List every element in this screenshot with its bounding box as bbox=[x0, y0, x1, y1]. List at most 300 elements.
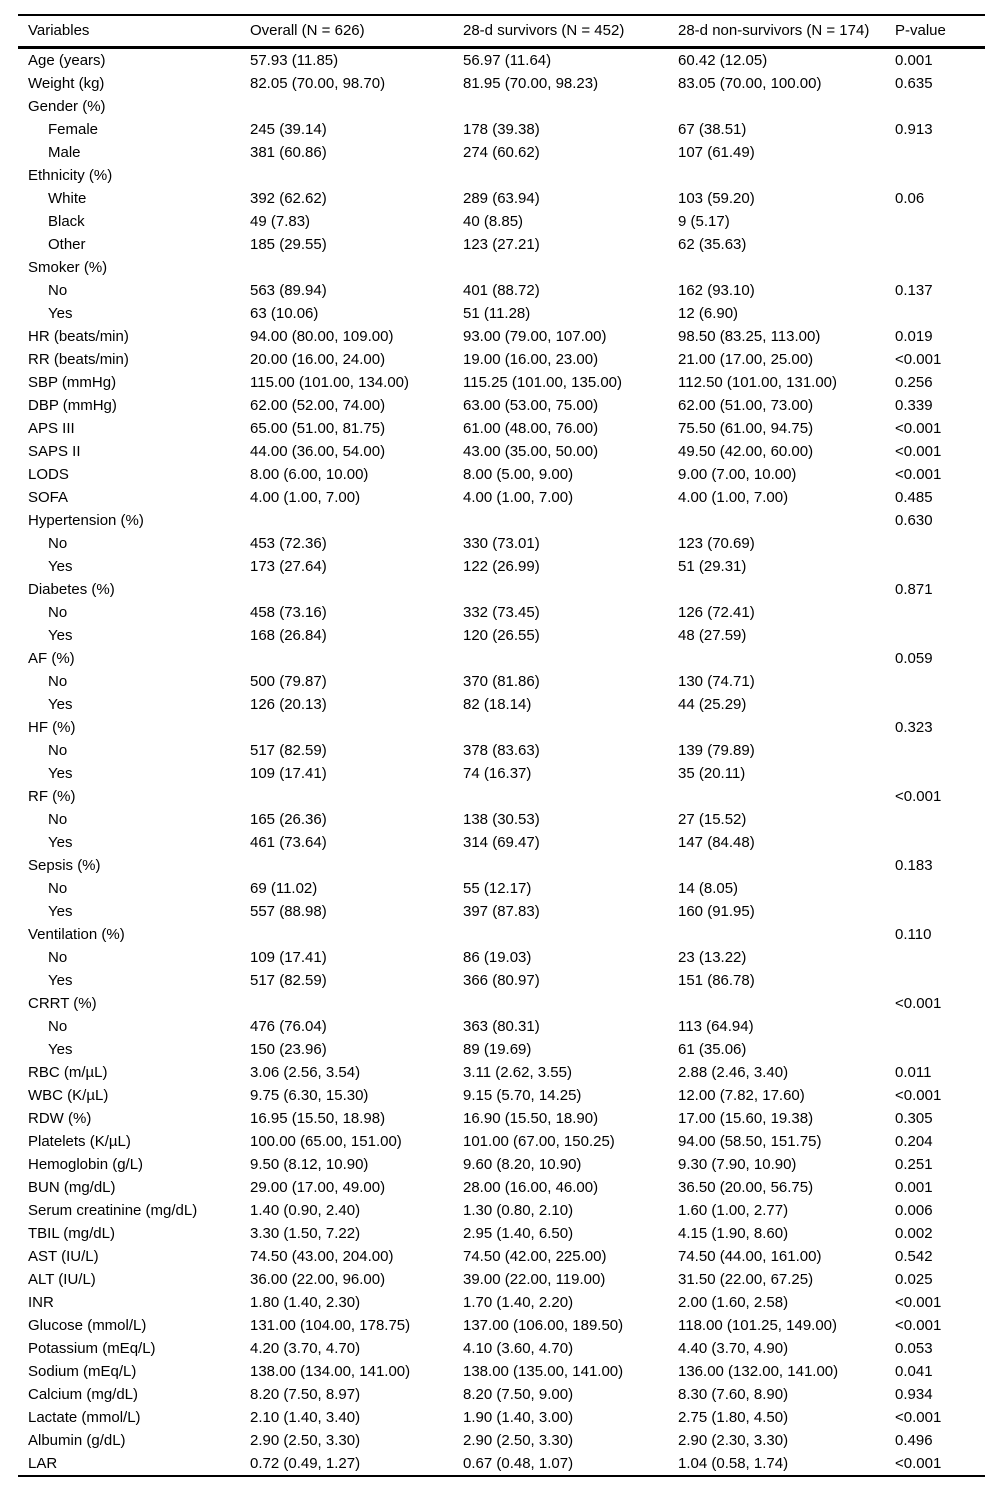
variable-label: Sodium (mEq/L) bbox=[28, 1363, 137, 1380]
overall-value: 3.30 (1.50, 7.22) bbox=[250, 1225, 361, 1242]
variable-label: INR bbox=[28, 1294, 54, 1311]
p-value bbox=[895, 141, 985, 164]
overall-value: 62.00 (52.00, 74.00) bbox=[250, 397, 386, 414]
survivors-value: 120 (26.55) bbox=[463, 627, 540, 644]
nonsurvivors-value: 94.00 (58.50, 151.75) bbox=[678, 1133, 822, 1150]
nonsurvivors-value: 130 (74.71) bbox=[678, 673, 755, 690]
p-value bbox=[895, 1038, 985, 1061]
table-row bbox=[18, 256, 985, 279]
survivors-value: 63.00 (53.00, 75.00) bbox=[463, 397, 599, 414]
p-value bbox=[895, 210, 985, 233]
nonsurvivors-value: 2.90 (2.30, 3.30) bbox=[678, 1432, 789, 1449]
variable-label: No bbox=[48, 1018, 68, 1035]
overall-value: 74.50 (43.00, 204.00) bbox=[250, 1248, 394, 1265]
p-value: <0.001 bbox=[895, 443, 942, 460]
overall-value: 29.00 (17.00, 49.00) bbox=[250, 1179, 386, 1196]
nonsurvivors-value: 2.00 (1.60, 2.58) bbox=[678, 1294, 789, 1311]
survivors-value: 82 (18.14) bbox=[463, 696, 532, 713]
survivors-value: 81.95 (70.00, 98.23) bbox=[463, 75, 599, 92]
variable-label: Glucose (mmol/L) bbox=[28, 1317, 147, 1334]
table-row bbox=[18, 1360, 985, 1383]
variable-label: Female bbox=[48, 121, 99, 138]
overall-value: 2.90 (2.50, 3.30) bbox=[250, 1432, 361, 1449]
p-value: 0.251 bbox=[895, 1156, 933, 1173]
p-value: 0.305 bbox=[895, 1110, 933, 1127]
baseline-characteristics-table bbox=[18, 14, 985, 1477]
overall-value: 8.20 (7.50, 8.97) bbox=[250, 1386, 361, 1403]
p-value: 0.635 bbox=[895, 75, 933, 92]
survivors-value: 56.97 (11.64) bbox=[463, 52, 552, 69]
variable-label: Platelets (K/µL) bbox=[28, 1133, 131, 1150]
table-row bbox=[18, 1061, 985, 1084]
variable-label: Black bbox=[48, 213, 85, 230]
survivors-value: 289 (63.94) bbox=[463, 190, 540, 207]
p-value bbox=[895, 670, 985, 693]
survivors-value: 39.00 (22.00, 119.00) bbox=[463, 1271, 606, 1288]
table-row bbox=[18, 210, 985, 233]
nonsurvivors-value: 83.05 (70.00, 100.00) bbox=[678, 75, 822, 92]
table-row bbox=[18, 900, 985, 923]
variable-label: HR (beats/min) bbox=[28, 328, 129, 345]
variable-label: Yes bbox=[48, 834, 73, 851]
overall-value: 245 (39.14) bbox=[250, 121, 327, 138]
p-value bbox=[895, 256, 985, 279]
survivors-value: 4.10 (3.60, 4.70) bbox=[463, 1340, 574, 1357]
variable-label: Albumin (g/dL) bbox=[28, 1432, 126, 1449]
nonsurvivors-value: 98.50 (83.25, 113.00) bbox=[678, 328, 821, 345]
p-value: 0.496 bbox=[895, 1432, 933, 1449]
table-row bbox=[18, 716, 985, 739]
nonsurvivors-value: 62.00 (51.00, 73.00) bbox=[678, 397, 814, 414]
table-row bbox=[18, 1015, 985, 1038]
survivors-value: 28.00 (16.00, 46.00) bbox=[463, 1179, 599, 1196]
variable-label: Other bbox=[48, 236, 86, 253]
variable-label: Ethnicity (%) bbox=[28, 167, 113, 184]
p-value bbox=[895, 946, 985, 969]
p-value bbox=[895, 95, 985, 118]
nonsurvivors-value: 8.30 (7.60, 8.90) bbox=[678, 1386, 789, 1403]
p-value bbox=[895, 1015, 985, 1038]
variable-label: Weight (kg) bbox=[28, 75, 105, 92]
p-value: 0.002 bbox=[895, 1225, 933, 1242]
table-row bbox=[18, 302, 985, 325]
nonsurvivors-value: 62 (35.63) bbox=[678, 236, 747, 253]
survivors-value: 274 (60.62) bbox=[463, 144, 540, 161]
variable-label: Yes bbox=[48, 903, 73, 920]
nonsurvivors-value: 160 (91.95) bbox=[678, 903, 755, 920]
nonsurvivors-value: 139 (79.89) bbox=[678, 742, 755, 759]
survivors-value bbox=[463, 854, 678, 877]
survivors-value: 8.20 (7.50, 9.00) bbox=[463, 1386, 574, 1403]
overall-value bbox=[250, 164, 463, 187]
nonsurvivors-value bbox=[678, 647, 895, 670]
nonsurvivors-value: 136.00 (132.00, 141.00) bbox=[678, 1363, 839, 1380]
p-value: <0.001 bbox=[895, 1409, 942, 1426]
nonsurvivors-value: 60.42 (12.05) bbox=[678, 52, 768, 69]
nonsurvivors-value: 9.00 (7.00, 10.00) bbox=[678, 466, 797, 483]
variable-label: AST (IU/L) bbox=[28, 1248, 99, 1265]
p-value bbox=[895, 831, 985, 854]
col-header-overall: Overall (N = 626) bbox=[250, 15, 463, 48]
overall-value: 0.72 (0.49, 1.27) bbox=[250, 1455, 361, 1472]
variable-label: No bbox=[48, 811, 68, 828]
variable-label: Yes bbox=[48, 765, 73, 782]
survivors-value: 138.00 (135.00, 141.00) bbox=[463, 1363, 624, 1380]
overall-value: 131.00 (104.00, 178.75) bbox=[250, 1317, 411, 1334]
survivors-value: 397 (87.83) bbox=[463, 903, 540, 920]
table-body bbox=[18, 48, 985, 1477]
survivors-value: 2.95 (1.40, 6.50) bbox=[463, 1225, 574, 1242]
nonsurvivors-value: 12 (6.90) bbox=[678, 305, 739, 322]
p-value: 0.204 bbox=[895, 1133, 933, 1150]
variable-label: Yes bbox=[48, 558, 73, 575]
survivors-value: 138 (30.53) bbox=[463, 811, 540, 828]
overall-value: 476 (76.04) bbox=[250, 1018, 327, 1035]
survivors-value bbox=[463, 923, 678, 946]
survivors-value bbox=[463, 716, 678, 739]
variable-label: Hypertension (%) bbox=[28, 512, 144, 529]
variable-label: Serum creatinine (mg/dL) bbox=[28, 1202, 198, 1219]
nonsurvivors-value: 31.50 (22.00, 67.25) bbox=[678, 1271, 814, 1288]
nonsurvivors-value: 9.30 (7.90, 10.90) bbox=[678, 1156, 797, 1173]
survivors-value: 2.90 (2.50, 3.30) bbox=[463, 1432, 574, 1449]
overall-value: 150 (23.96) bbox=[250, 1041, 327, 1058]
table-row bbox=[18, 118, 985, 141]
variable-label: Diabetes (%) bbox=[28, 581, 115, 598]
variable-label: No bbox=[48, 742, 68, 759]
table-row bbox=[18, 831, 985, 854]
table-row bbox=[18, 463, 985, 486]
table-row bbox=[18, 601, 985, 624]
nonsurvivors-value: 27 (15.52) bbox=[678, 811, 747, 828]
p-value: 0.183 bbox=[895, 857, 933, 874]
variable-label: Lactate (mmol/L) bbox=[28, 1409, 141, 1426]
variable-label: Yes bbox=[48, 627, 73, 644]
variable-label: No bbox=[48, 673, 68, 690]
p-value: 0.006 bbox=[895, 1202, 933, 1219]
table-row bbox=[18, 187, 985, 210]
variable-label: RDW (%) bbox=[28, 1110, 92, 1127]
survivors-value bbox=[463, 785, 678, 808]
survivors-value bbox=[463, 509, 678, 532]
p-value: <0.001 bbox=[895, 1455, 942, 1472]
p-value bbox=[895, 164, 985, 187]
table-row bbox=[18, 1153, 985, 1176]
overall-value: 115.00 (101.00, 134.00) bbox=[250, 374, 410, 391]
p-value: <0.001 bbox=[895, 420, 942, 437]
table-row bbox=[18, 1406, 985, 1429]
overall-value: 138.00 (134.00, 141.00) bbox=[250, 1363, 411, 1380]
table-row bbox=[18, 624, 985, 647]
table-row bbox=[18, 95, 985, 118]
survivors-value bbox=[463, 256, 678, 279]
p-value: 0.339 bbox=[895, 397, 933, 414]
survivors-value bbox=[463, 647, 678, 670]
p-value: <0.001 bbox=[895, 1294, 942, 1311]
p-value bbox=[895, 532, 985, 555]
survivors-value: 55 (12.17) bbox=[463, 880, 532, 897]
variable-label: Potassium (mEq/L) bbox=[28, 1340, 156, 1357]
survivors-value: 43.00 (35.00, 50.00) bbox=[463, 443, 599, 460]
survivors-value: 9.60 (8.20, 10.90) bbox=[463, 1156, 582, 1173]
nonsurvivors-value: 9 (5.17) bbox=[678, 213, 730, 230]
nonsurvivors-value: 74.50 (44.00, 161.00) bbox=[678, 1248, 822, 1265]
nonsurvivors-value: 35 (20.11) bbox=[678, 765, 746, 782]
variable-label: Ventilation (%) bbox=[28, 926, 125, 943]
overall-value: 57.93 (11.85) bbox=[250, 52, 339, 69]
p-value bbox=[895, 762, 985, 785]
overall-value: 63 (10.06) bbox=[250, 305, 319, 322]
overall-value: 392 (62.62) bbox=[250, 190, 327, 207]
survivors-value: 137.00 (106.00, 189.50) bbox=[463, 1317, 624, 1334]
nonsurvivors-value: 21.00 (17.00, 25.00) bbox=[678, 351, 814, 368]
nonsurvivors-value: 107 (61.49) bbox=[678, 144, 755, 161]
variable-label: LAR bbox=[28, 1455, 58, 1472]
col-header-survivors: 28-d survivors (N = 452) bbox=[463, 15, 678, 48]
variable-label: SOFA bbox=[28, 489, 69, 506]
p-value: <0.001 bbox=[895, 351, 942, 368]
nonsurvivors-value: 36.50 (20.00, 56.75) bbox=[678, 1179, 814, 1196]
table-row bbox=[18, 141, 985, 164]
nonsurvivors-value: 123 (70.69) bbox=[678, 535, 755, 552]
nonsurvivors-value: 2.88 (2.46, 3.40) bbox=[678, 1064, 789, 1081]
overall-value: 100.00 (65.00, 151.00) bbox=[250, 1133, 402, 1150]
overall-value: 168 (26.84) bbox=[250, 627, 327, 644]
nonsurvivors-value: 151 (86.78) bbox=[678, 972, 755, 989]
survivors-value: 3.11 (2.62, 3.55) bbox=[463, 1064, 572, 1081]
overall-value: 8.00 (6.00, 10.00) bbox=[250, 466, 369, 483]
overall-value: 9.75 (6.30, 15.30) bbox=[250, 1087, 369, 1104]
header-row bbox=[18, 15, 985, 48]
variable-label: White bbox=[48, 190, 87, 207]
nonsurvivors-value: 67 (38.51) bbox=[678, 121, 747, 138]
overall-value: 453 (72.36) bbox=[250, 535, 327, 552]
variable-label: No bbox=[48, 949, 68, 966]
overall-value: 1.40 (0.90, 2.40) bbox=[250, 1202, 361, 1219]
overall-value: 82.05 (70.00, 98.70) bbox=[250, 75, 386, 92]
table-row bbox=[18, 1107, 985, 1130]
nonsurvivors-value: 1.60 (1.00, 2.77) bbox=[678, 1202, 789, 1219]
table-row bbox=[18, 164, 985, 187]
nonsurvivors-value: 61 (35.06) bbox=[678, 1041, 747, 1058]
p-value: 0.06 bbox=[895, 190, 925, 207]
p-value: 0.053 bbox=[895, 1340, 933, 1357]
variable-label: DBP (mmHg) bbox=[28, 397, 117, 414]
overall-value: 109 (17.41) bbox=[250, 765, 327, 782]
overall-value: 461 (73.64) bbox=[250, 834, 327, 851]
p-value: <0.001 bbox=[895, 1087, 942, 1104]
p-value: <0.001 bbox=[895, 466, 942, 483]
p-value: 0.025 bbox=[895, 1271, 933, 1288]
p-value: 0.871 bbox=[895, 581, 933, 598]
nonsurvivors-value: 112.50 (101.00, 131.00) bbox=[678, 374, 838, 391]
nonsurvivors-value: 2.75 (1.80, 4.50) bbox=[678, 1409, 789, 1426]
variable-label: APS III bbox=[28, 420, 75, 437]
table-row bbox=[18, 1199, 985, 1222]
survivors-value: 61.00 (48.00, 76.00) bbox=[463, 420, 599, 437]
survivors-value: 122 (26.99) bbox=[463, 558, 540, 575]
table-row bbox=[18, 325, 985, 348]
overall-value: 4.20 (3.70, 4.70) bbox=[250, 1340, 361, 1357]
col-header-p-value: P-value bbox=[895, 15, 985, 48]
survivors-value: 330 (73.01) bbox=[463, 535, 540, 552]
table-row bbox=[18, 1222, 985, 1245]
survivors-value: 8.00 (5.00, 9.00) bbox=[463, 466, 574, 483]
variable-label: HF (%) bbox=[28, 719, 76, 736]
overall-value bbox=[250, 785, 463, 808]
variable-label: No bbox=[48, 535, 68, 552]
survivors-value: 378 (83.63) bbox=[463, 742, 540, 759]
p-value: <0.001 bbox=[895, 1317, 942, 1334]
table-row bbox=[18, 946, 985, 969]
p-value bbox=[895, 601, 985, 624]
survivors-value bbox=[463, 164, 678, 187]
p-value: 0.001 bbox=[895, 52, 933, 69]
variable-label: LODS bbox=[28, 466, 69, 483]
overall-value bbox=[250, 647, 463, 670]
table-row bbox=[18, 1268, 985, 1291]
p-value bbox=[895, 233, 985, 256]
nonsurvivors-value: 12.00 (7.82, 17.60) bbox=[678, 1087, 805, 1104]
p-value: 0.001 bbox=[895, 1179, 933, 1196]
overall-value: 185 (29.55) bbox=[250, 236, 327, 253]
survivors-value: 86 (19.03) bbox=[463, 949, 532, 966]
variable-label: Gender (%) bbox=[28, 98, 106, 115]
nonsurvivors-value: 162 (93.10) bbox=[678, 282, 755, 299]
table-row bbox=[18, 555, 985, 578]
survivors-value: 1.70 (1.40, 2.20) bbox=[463, 1294, 574, 1311]
survivors-value: 1.90 (1.40, 3.00) bbox=[463, 1409, 574, 1426]
table-row bbox=[18, 1038, 985, 1061]
nonsurvivors-value bbox=[678, 854, 895, 877]
variable-label: No bbox=[48, 880, 68, 897]
nonsurvivors-value: 4.15 (1.90, 8.60) bbox=[678, 1225, 789, 1242]
table-row bbox=[18, 578, 985, 601]
survivors-value bbox=[463, 95, 678, 118]
nonsurvivors-value bbox=[678, 95, 895, 118]
overall-value: 517 (82.59) bbox=[250, 742, 327, 759]
overall-value: 44.00 (36.00, 54.00) bbox=[250, 443, 386, 460]
variable-label: AF (%) bbox=[28, 650, 75, 667]
survivors-value: 363 (80.31) bbox=[463, 1018, 540, 1035]
nonsurvivors-value bbox=[678, 716, 895, 739]
variable-label: RF (%) bbox=[28, 788, 76, 805]
p-value bbox=[895, 693, 985, 716]
overall-value: 49 (7.83) bbox=[250, 213, 311, 230]
p-value: 0.137 bbox=[895, 282, 933, 299]
survivors-value: 89 (19.69) bbox=[463, 1041, 532, 1058]
p-value bbox=[895, 302, 985, 325]
col-header-variables: Variables bbox=[18, 15, 250, 48]
nonsurvivors-value bbox=[678, 923, 895, 946]
overall-value bbox=[250, 992, 463, 1015]
table-row bbox=[18, 394, 985, 417]
table-row bbox=[18, 854, 985, 877]
nonsurvivors-value bbox=[678, 785, 895, 808]
table-row bbox=[18, 1452, 985, 1476]
nonsurvivors-value: 14 (8.05) bbox=[678, 880, 739, 897]
survivors-value: 74 (16.37) bbox=[463, 765, 532, 782]
p-value: 0.323 bbox=[895, 719, 933, 736]
overall-value: 3.06 (2.56, 3.54) bbox=[250, 1064, 361, 1081]
nonsurvivors-value: 147 (84.48) bbox=[678, 834, 755, 851]
table-row bbox=[18, 739, 985, 762]
overall-value: 126 (20.13) bbox=[250, 696, 327, 713]
nonsurvivors-value: 75.50 (61.00, 94.75) bbox=[678, 420, 814, 437]
nonsurvivors-value bbox=[678, 992, 895, 1015]
variable-label: Calcium (mg/dL) bbox=[28, 1386, 139, 1403]
nonsurvivors-value: 1.04 (0.58, 1.74) bbox=[678, 1455, 789, 1472]
variable-label: Age (years) bbox=[28, 52, 106, 69]
overall-value: 16.95 (15.50, 18.98) bbox=[250, 1110, 386, 1127]
overall-value: 109 (17.41) bbox=[250, 949, 327, 966]
p-value bbox=[895, 808, 985, 831]
variable-label: Yes bbox=[48, 696, 73, 713]
overall-value: 94.00 (80.00, 109.00) bbox=[250, 328, 394, 345]
overall-value: 20.00 (16.00, 24.00) bbox=[250, 351, 386, 368]
nonsurvivors-value: 23 (13.22) bbox=[678, 949, 747, 966]
table-row bbox=[18, 808, 985, 831]
variable-label: SBP (mmHg) bbox=[28, 374, 117, 391]
table-row bbox=[18, 486, 985, 509]
overall-value: 165 (26.36) bbox=[250, 811, 327, 828]
overall-value: 458 (73.16) bbox=[250, 604, 327, 621]
survivors-value: 16.90 (15.50, 18.90) bbox=[463, 1110, 599, 1127]
variable-label: TBIL (mg/dL) bbox=[28, 1225, 115, 1242]
overall-value: 69 (11.02) bbox=[250, 880, 318, 897]
table-row bbox=[18, 992, 985, 1015]
table-row bbox=[18, 1429, 985, 1452]
variable-label: No bbox=[48, 282, 68, 299]
nonsurvivors-value: 4.00 (1.00, 7.00) bbox=[678, 489, 789, 506]
table-row bbox=[18, 1176, 985, 1199]
col-header-non-survivors: 28-d non-survivors (N = 174) bbox=[678, 15, 895, 48]
variable-label: Male bbox=[48, 144, 81, 161]
variable-label: No bbox=[48, 604, 68, 621]
survivors-value: 332 (73.45) bbox=[463, 604, 540, 621]
p-value bbox=[895, 877, 985, 900]
table-row bbox=[18, 1337, 985, 1360]
variable-label: Yes bbox=[48, 305, 73, 322]
table-row bbox=[18, 1383, 985, 1406]
variable-label: Yes bbox=[48, 1041, 73, 1058]
variable-label: RR (beats/min) bbox=[28, 351, 129, 368]
overall-value: 381 (60.86) bbox=[250, 144, 327, 161]
table-row bbox=[18, 1084, 985, 1107]
variable-label: Yes bbox=[48, 972, 73, 989]
survivors-value: 101.00 (67.00, 150.25) bbox=[463, 1133, 615, 1150]
survivors-value: 115.25 (101.00, 135.00) bbox=[463, 374, 623, 391]
p-value: 0.630 bbox=[895, 512, 933, 529]
p-value: 0.934 bbox=[895, 1386, 933, 1403]
overall-value bbox=[250, 509, 463, 532]
table-row bbox=[18, 348, 985, 371]
table-row bbox=[18, 509, 985, 532]
survivors-value: 9.15 (5.70, 14.25) bbox=[463, 1087, 582, 1104]
survivors-value: 366 (80.97) bbox=[463, 972, 540, 989]
survivors-value: 93.00 (79.00, 107.00) bbox=[463, 328, 607, 345]
table-row bbox=[18, 440, 985, 463]
survivors-value: 4.00 (1.00, 7.00) bbox=[463, 489, 574, 506]
variable-label: Hemoglobin (g/L) bbox=[28, 1156, 144, 1173]
overall-value: 517 (82.59) bbox=[250, 972, 327, 989]
survivors-value: 1.30 (0.80, 2.10) bbox=[463, 1202, 574, 1219]
table-row bbox=[18, 762, 985, 785]
survivors-value bbox=[463, 992, 678, 1015]
p-value: 0.041 bbox=[895, 1363, 933, 1380]
p-value: 0.110 bbox=[895, 926, 932, 943]
p-value: 0.542 bbox=[895, 1248, 933, 1265]
